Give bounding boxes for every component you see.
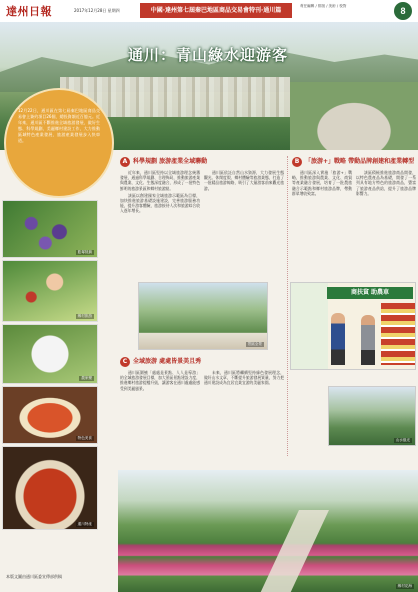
special-issue-banner: 中國·達州第七屆秦巴地區商品交易會特刊·通川篇 [140, 3, 292, 18]
section-b-icon: B [292, 157, 302, 167]
photo-caption: 山水風光 [395, 438, 410, 442]
intro-circle [4, 88, 114, 198]
section-c-col2 [204, 370, 284, 466]
section-a-icon: A [120, 157, 130, 167]
section-a-para-2: 該區以創建國家全域旅游示範區為目標，加快推進旅游基礎設施建設，完善旅游服務功能，提升游客體驗，旅游接待人次和旅游綜合收入逐年增長。 [120, 192, 200, 214]
section-b-col2 [356, 170, 416, 278]
photo-caption: 鄉村花海 [397, 584, 412, 588]
photo-caption: 藍莓採摘 [77, 250, 92, 254]
section-c-para-1: 通川區圍繞「處處是景點、人人是導游」的全域旅游發展目標，加大景區景點建設力度，推進鄉村旅游提檔升級，讓游客在通川處處能感受到美麗風景。 [120, 370, 200, 391]
photo-credit: 本版文圖由通川區委宣傳部供稿 [6, 574, 62, 579]
person-figure [361, 315, 375, 365]
orchard-photo [2, 324, 98, 384]
section-b-col1 [292, 170, 352, 278]
section-b-para-1: 通川區深入實施「旅游+」戰略，推動旅游與農業、文化、商貿等產業融合發展，培育了一批農旅融合示範點和鄉村旅游品牌，帶動群眾增收致富。 [292, 170, 352, 196]
page-headline: 通川：青山綠水迎游客 [128, 46, 289, 64]
section-c-heading [120, 356, 286, 368]
photo-caption: 農家樂 [81, 376, 92, 380]
section-b-title: 「旅游+」戰略 帶動品牌創建和產業轉型 [305, 158, 415, 165]
section-b-para-2: 該區積極推進旅游商品開發，以特色農產品為基礎，開發了一系列具有地方特色的旅游商品，豐富了旅游產品供給，提升了旅游品牌影響力。 [356, 170, 416, 196]
intro-text: 12月22日，通川區在第七屆秦巴地區商品交易會上簽約項目26個，總投資額近百億元。近年來，通川區不斷推進全域旅游發展，做好生態、科學規劃、美麗鄉村建設工作，大力推動區域特色產業發展，旅游產業發展步入快車道。 [18, 108, 100, 143]
person-figure [331, 313, 345, 365]
section-c-para-2: 未來，通川區將繼續堅持綠色發展理念，做好山水文章，不斷提升旅游發展質量，努力把通川建設成為宜居宜業宜游的美麗家園。 [204, 370, 284, 386]
scenic-area-photo [138, 282, 268, 350]
photo-caption: 通川特產 [77, 522, 92, 526]
page-number-badge: 8 [394, 2, 412, 20]
section-c-col1 [120, 370, 200, 466]
section-b-heading [292, 156, 416, 168]
food-dish-photo [2, 386, 98, 444]
section-c-icon: C [120, 357, 130, 367]
issue-date: 2017年12月28日 星期四 [74, 8, 120, 13]
garden-path [257, 510, 329, 592]
masthead [0, 0, 418, 23]
hero-plaza [290, 82, 418, 150]
mountain-photo [328, 386, 416, 446]
shop-photo [290, 282, 416, 370]
section-a-title: 科學規劃 旅游產業全域聯動 [133, 158, 208, 165]
section-a-para-1: 近年來，通川區堅持以全域旅游理念統籌發展，通過科學規劃、合理佈局，推動旅游產業與農業、文化、生態深度融合，形成了一批特色鮮明的旅游景區和鄉村旅游點。 [120, 170, 200, 191]
photo-caption: 景區全景 [247, 342, 262, 346]
farm-girl-photo [2, 260, 98, 322]
blueberry-photo [2, 200, 98, 258]
section-c-title: 全域旅游 處處皆景美且秀 [133, 358, 202, 365]
section-a-col2 [204, 170, 284, 278]
section-a-col1 [120, 170, 200, 278]
shop-sign: 商扶貧 助農車 [327, 287, 413, 299]
column-divider [287, 156, 288, 456]
flower-field-photo [118, 470, 418, 592]
section-a-heading [120, 156, 270, 168]
section-b-col3 [292, 374, 326, 454]
editor-credits: 責任編輯 / 排版 / 美術 / 校對 [300, 4, 347, 8]
section-a-para-3: 通川區依託自然山水資源，大力發展生態觀光、休閑度假、鄉村體驗等旅游業態，打造了一批精品旅游線路，吸引了大量游客前來觀光旅游。 [204, 170, 284, 191]
newspaper-logo: 達州日報 [6, 5, 52, 18]
photo-caption: 鄉村旅游 [77, 314, 92, 318]
product-shelf [381, 303, 415, 365]
specialty-dish-photo [2, 446, 98, 530]
photo-caption: 特色美食 [77, 436, 92, 440]
